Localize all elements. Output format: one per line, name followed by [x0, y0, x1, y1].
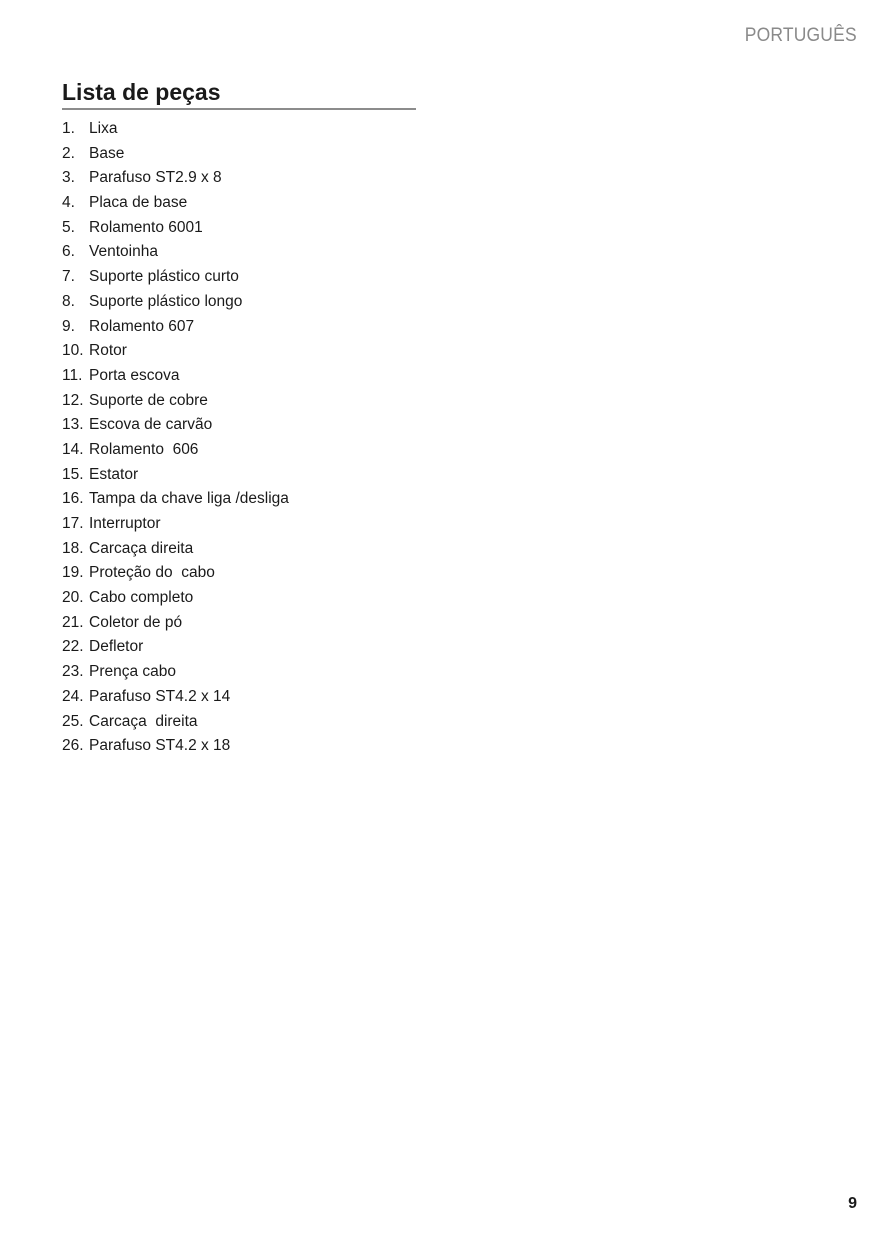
list-item	[62, 315, 289, 340]
list-item	[62, 290, 289, 315]
list-item-label: Coletor de pó	[89, 613, 183, 631]
list-item	[62, 611, 289, 636]
list-item-number: 5.	[62, 218, 75, 236]
list-item-label: Suporte plástico longo	[89, 292, 243, 310]
list-item-label: Prença cabo	[89, 663, 177, 681]
list-item-number: 10.	[62, 342, 84, 360]
list-item-number: 18.	[62, 539, 84, 557]
list-item-label: Suporte plástico curto	[89, 268, 239, 286]
list-item-label: Porta escova	[89, 366, 180, 384]
page-title: Lista de peças	[62, 79, 221, 105]
list-item	[62, 734, 289, 759]
list-item	[62, 561, 289, 586]
list-item-label: Escova de carvão	[89, 416, 213, 434]
language-label: PORTUGUÊS	[744, 25, 857, 46]
list-item-label: Defletor	[89, 638, 144, 656]
list-item	[62, 710, 289, 735]
page-number: 9	[848, 1195, 857, 1212]
list-item-number: 2.	[62, 144, 75, 162]
list-item-label: Ventoinha	[89, 243, 158, 261]
list-item	[62, 191, 289, 216]
list-item	[62, 537, 289, 562]
list-item	[62, 487, 289, 512]
list-item	[62, 438, 289, 463]
list-item-number: 7.	[62, 268, 75, 286]
list-item-number: 16.	[62, 490, 84, 508]
parts-list	[62, 117, 289, 759]
list-item-number: 8.	[62, 292, 75, 310]
list-item-number: 13.	[62, 416, 84, 434]
list-item-label: Proteção do cabo	[89, 564, 215, 582]
list-item	[62, 166, 289, 191]
list-item-number: 22.	[62, 638, 84, 656]
list-item-label: Tampa da chave liga /desliga	[89, 490, 289, 508]
list-item	[62, 413, 289, 438]
list-item	[62, 117, 289, 142]
list-item-number: 12.	[62, 391, 84, 409]
list-item-label: Parafuso ST4.2 x 14	[89, 687, 231, 705]
list-item	[62, 142, 289, 167]
list-item	[62, 389, 289, 414]
list-item	[62, 685, 289, 710]
list-item-number: 26.	[62, 737, 84, 755]
list-item-label: Carcaça direita	[89, 539, 194, 557]
list-item	[62, 339, 289, 364]
list-item-number: 15.	[62, 465, 84, 483]
list-item-label: Parafuso ST4.2 x 18	[89, 737, 231, 755]
list-item-number: 17.	[62, 515, 84, 532]
list-item	[62, 512, 289, 537]
list-item	[62, 635, 289, 660]
list-item-label: Placa de base	[89, 194, 188, 212]
list-item-label: Interruptor	[89, 515, 161, 532]
list-item-label: Rolamento 606	[89, 440, 199, 458]
list-item-number: 6.	[62, 243, 75, 261]
list-item-label: Cabo completo	[89, 589, 194, 607]
list-item-number: 1.	[62, 120, 75, 137]
list-item-label: Rolamento 607	[89, 317, 195, 335]
list-item-label: Parafuso ST2.9 x 8	[89, 169, 222, 187]
list-item-label: Carcaça direita	[89, 712, 198, 730]
list-item-number: 11.	[62, 366, 83, 384]
list-item	[62, 660, 289, 685]
list-item-number: 23.	[62, 663, 84, 681]
list-item-number: 24.	[62, 687, 84, 705]
list-item	[62, 586, 289, 611]
list-item-label: Rolamento 6001	[89, 218, 203, 236]
list-item-number: 9.	[62, 317, 75, 335]
list-item-label: Estator	[89, 465, 139, 483]
list-item-number: 20.	[62, 589, 84, 607]
title-underline	[62, 108, 416, 110]
list-item-label: Base	[89, 144, 125, 162]
list-item	[62, 265, 289, 290]
list-item	[62, 364, 289, 389]
list-item	[62, 240, 289, 265]
list-item-label: Rotor	[89, 342, 127, 360]
list-item-number: 19.	[62, 564, 84, 582]
list-item-number: 4.	[62, 194, 75, 212]
list-item-number: 25.	[62, 712, 84, 730]
list-item-number: 3.	[62, 169, 75, 187]
list-item	[62, 463, 289, 488]
list-item-number: 14.	[62, 440, 84, 458]
list-item-label: Lixa	[89, 120, 118, 137]
list-item-label: Suporte de cobre	[89, 391, 208, 409]
list-item	[62, 216, 289, 241]
list-item-number: 21.	[62, 613, 84, 631]
